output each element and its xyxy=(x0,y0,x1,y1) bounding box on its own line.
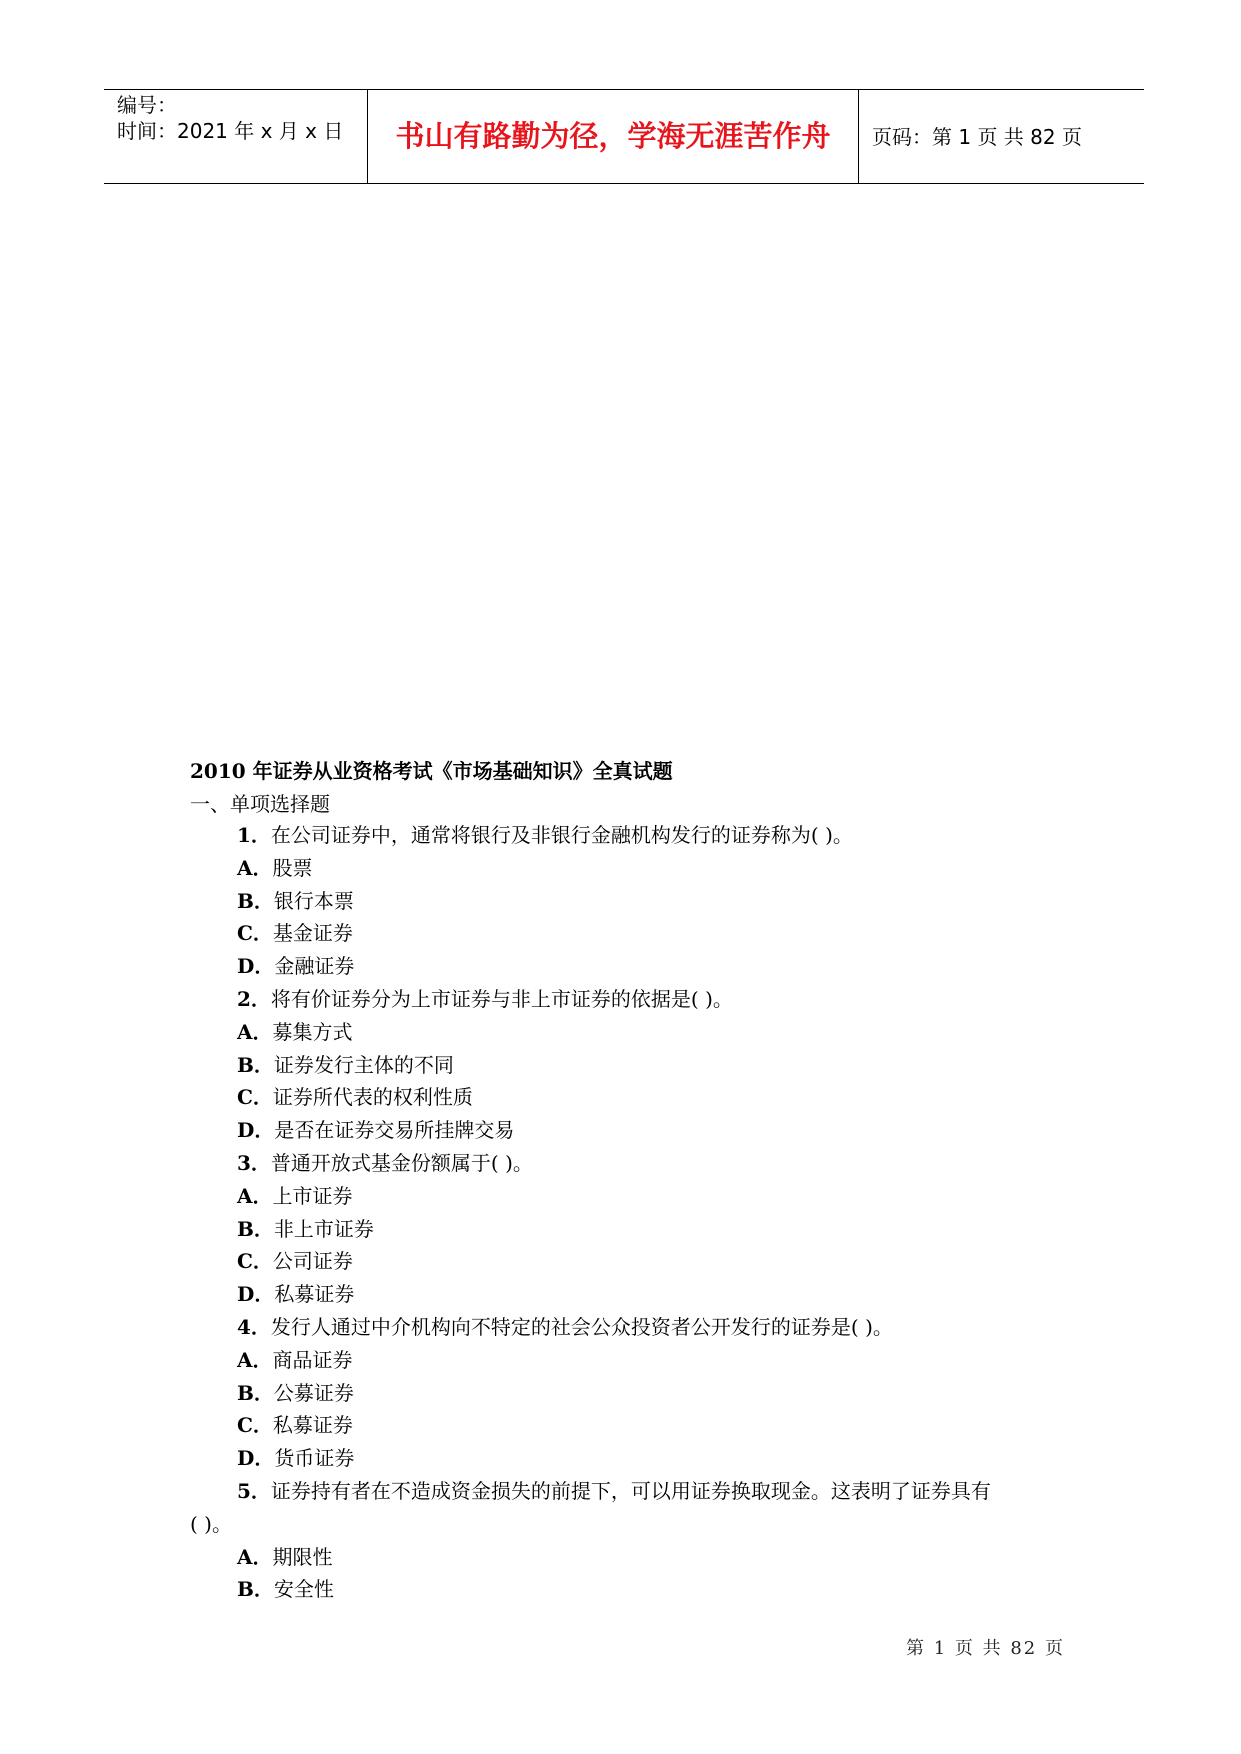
question-stem xyxy=(190,1313,1070,1346)
option-text: 募集方式 xyxy=(272,1019,353,1044)
option-item xyxy=(190,919,1070,952)
option-text: 商品证券 xyxy=(272,1347,353,1372)
date-line: 时间：2021 年 x 月 x 日 xyxy=(117,119,344,143)
question-text: 普通开放式基金份额属于( )。 xyxy=(270,1150,533,1175)
question-number: 2． xyxy=(237,986,271,1011)
question-number: 4． xyxy=(237,1314,271,1339)
option-item xyxy=(190,1280,1070,1313)
option-text: 证券发行主体的不同 xyxy=(273,1052,454,1077)
option-text: 货币证券 xyxy=(274,1446,355,1471)
option-key: C． xyxy=(237,1413,273,1438)
question-number: 1． xyxy=(237,823,271,847)
option-item xyxy=(190,952,1070,985)
option-key: D． xyxy=(237,1118,275,1143)
option-item xyxy=(190,1083,1070,1116)
option-key: B． xyxy=(237,888,274,913)
option-item xyxy=(190,1411,1070,1444)
question-stem-continuation xyxy=(190,1510,1070,1543)
option-key: D． xyxy=(237,1446,275,1471)
option-text: 银行本票 xyxy=(273,888,354,913)
option-text: 非上市证券 xyxy=(273,1216,374,1241)
question-number: 3． xyxy=(237,1150,271,1175)
option-key: D． xyxy=(237,1282,275,1307)
option-key: B． xyxy=(237,1052,274,1077)
option-item xyxy=(190,1575,1070,1608)
option-text: 公司证券 xyxy=(272,1249,353,1274)
question-text: 发行人通过中介机构向不特定的社会公众投资者公开发行的证券是( )。 xyxy=(270,1314,893,1339)
page-footer: 第 1 页 共 82 页 xyxy=(906,1638,1065,1659)
question-number: 5． xyxy=(237,1478,271,1503)
option-text: 基金证券 xyxy=(272,921,353,946)
option-item xyxy=(190,1182,1070,1215)
option-text: 股票 xyxy=(272,855,313,880)
option-key: B． xyxy=(237,1216,274,1241)
option-key: B． xyxy=(237,1380,274,1405)
option-item xyxy=(190,854,1070,887)
option-text: 期限性 xyxy=(272,1544,333,1569)
option-text: 公募证券 xyxy=(273,1380,354,1405)
option-text: 安全性 xyxy=(273,1577,334,1602)
option-key: A． xyxy=(237,1183,273,1208)
option-text: 私募证券 xyxy=(274,1282,355,1307)
header-table xyxy=(104,89,1144,184)
question-text-line1: 证券持有者在不造成资金损失的前提下，可以用证券换取现金。这表明了证券具有 xyxy=(270,1478,991,1503)
option-key: B． xyxy=(237,1577,274,1602)
option-key: D． xyxy=(237,954,275,979)
option-text: 证券所代表的权利性质 xyxy=(272,1085,473,1110)
question-stem xyxy=(190,821,1070,854)
question-stem xyxy=(190,1149,1070,1182)
section-heading: 一、单项选择题 xyxy=(190,792,330,816)
option-key: C． xyxy=(237,1249,273,1274)
header-motto-cell xyxy=(368,90,859,183)
option-item xyxy=(190,1379,1070,1412)
option-item xyxy=(190,887,1070,920)
option-text: 私募证券 xyxy=(272,1413,353,1438)
option-key: C． xyxy=(237,1085,273,1110)
motto-text: 书山有路勤为径，学海无涯苦作舟 xyxy=(395,119,831,153)
page-info: 页码：第 1 页 共 82 页 xyxy=(872,125,1082,149)
document-title: 2010 年证券从业资格考试《市场基础知识》全真试题 xyxy=(190,759,673,783)
option-item xyxy=(190,1444,1070,1477)
option-item xyxy=(190,1215,1070,1248)
option-text: 金融证券 xyxy=(274,954,355,979)
question-stem xyxy=(190,1477,1070,1510)
option-item xyxy=(190,1346,1070,1379)
option-key: A． xyxy=(237,855,273,880)
option-item xyxy=(190,1051,1070,1084)
question-text: 在公司证券中，通常将银行及非银行金融机构发行的证券称为( )。 xyxy=(270,823,853,847)
option-item xyxy=(190,1247,1070,1280)
serial-label: 编号： xyxy=(117,93,177,117)
option-key: A． xyxy=(237,1544,273,1569)
option-key: A． xyxy=(237,1019,273,1044)
option-text: 是否在证券交易所挂牌交易 xyxy=(274,1118,515,1143)
option-item xyxy=(190,1543,1070,1576)
header-left-cell xyxy=(104,90,368,183)
option-key: A． xyxy=(237,1347,273,1372)
question-list xyxy=(190,821,1070,1608)
option-text: 上市证券 xyxy=(272,1183,353,1208)
question-stem xyxy=(190,985,1070,1018)
option-item xyxy=(190,1116,1070,1149)
option-item xyxy=(190,1018,1070,1051)
question-text: 将有价证券分为上市证券与非上市证券的依据是( )。 xyxy=(270,986,733,1011)
question-text-line2: ( )。 xyxy=(190,1511,232,1536)
header-right-cell xyxy=(859,90,1144,183)
option-key: C． xyxy=(237,921,273,946)
